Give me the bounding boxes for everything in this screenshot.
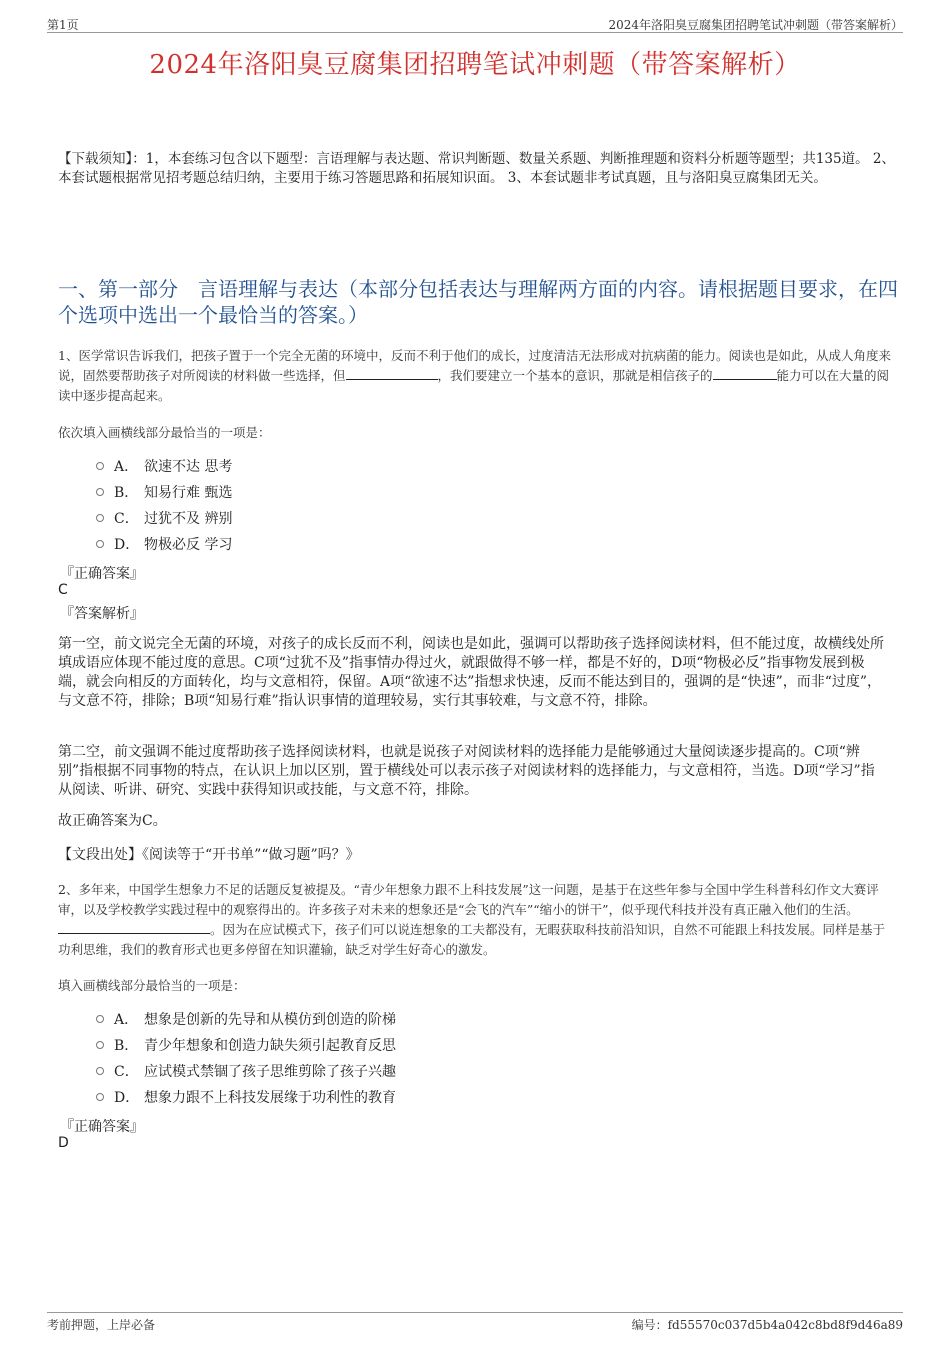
option-a[interactable]: A． 欲速不达 思考 — [96, 453, 232, 479]
answer-blank — [58, 921, 210, 934]
radio-icon[interactable] — [96, 462, 104, 470]
option-b[interactable]: B． 知易行难 甄选 — [96, 479, 232, 505]
page-header — [47, 14, 903, 33]
answer-label: 『正确答案』 — [60, 566, 144, 582]
document-id: 编号：fd55570c037d5b4a042c8bd8f9d46a89 — [631, 1318, 903, 1332]
answer-value: D — [58, 1135, 69, 1151]
question-2-options — [96, 1006, 396, 1110]
option-a[interactable]: A． 想象是创新的先导和从模仿到创造的阶梯 — [96, 1006, 396, 1032]
question-1-text: 1、医学常识告诉我们，把孩子置于一个完全无菌的环境中，反而不利于他们的成长，过度清洁无法形成对抗病菌的能力。阅读也是如此，从成人角度来说，固然要帮助孩子对所阅读的材料做一些选择，但 ，我们要建立一个基本的意识，那就是相信孩子的 能力可以在大量的阅读中逐步提高起来。 — [58, 348, 891, 403]
option-c[interactable]: C． 过犹不及 辨别 — [96, 505, 232, 531]
option-d[interactable]: D． 想象力跟不上科技发展缘于功利性的教育 — [96, 1084, 396, 1110]
question-1-prompt: 依次填入画横线部分最恰当的一项是： — [58, 425, 271, 440]
analysis-paragraph-1: 第一空，前文说完全无菌的环境，对孩子的成长反而不利，阅读也是如此，强调可以帮助孩子选择阅读材料，但不能过度，故横线处所填成语应体现不能过度的意思。C项“过犹不及”指事情办得过火，就跟做得不够一样，都是不好的，D项“物极必反”指事物发展到极端，就会向相反的方面转化，均与文意相符，保留。A项“欲速不达”指想求快速，反而不能达到目的，强调的是“快速”，而非“过度”，与文意不符，排除；B项“知易行难”指认识事情的道理较易，实行其事较难，与文意不符，排除。 — [58, 636, 884, 709]
analysis-label: 『答案解析』 — [60, 606, 144, 622]
answer-blank — [346, 367, 438, 380]
question-2-text: 2、多年来，中国学生想象力不足的话题反复被提及。“青少年想象力跟不上科技发展”这一问题，是基于在这些年参与全国中学生科普科幻作文大赛评审，以及学校教学实践过程中的观察得出的。许多孩子对未来的想象还是“会飞的汽车”“缩小的饼干”，似乎现代科技并没有真正融入他们的生活。。因为在应试模式下，孩子们可以说连想象的工夫都没有，无暇获取科技前沿知识，自然不可能跟上科技发展。同样是基于功利思维，我们的教育形式也更多停留在知识灌输，缺乏对学生好奇心的激发。 — [58, 882, 886, 957]
radio-icon[interactable] — [96, 488, 104, 496]
page-footer — [47, 1312, 903, 1333]
section-title: 一、第一部分 言语理解与表达（本部分包括表达与理解两方面的内容。请根据题目要求，在四个选项中选出一个最恰当的答案。） — [58, 277, 898, 327]
radio-icon[interactable] — [96, 540, 104, 548]
document-title: 2024年洛阳臭豆腐集团招聘笔试冲刺题（带答案解析） — [149, 50, 801, 80]
header-doc-title: 2024年洛阳臭豆腐集团招聘笔试冲刺题（带答案解析） — [608, 18, 903, 32]
answer-label: 『正确答案』 — [60, 1119, 144, 1135]
option-d[interactable]: D． 物极必反 学习 — [96, 531, 232, 557]
radio-icon[interactable] — [96, 1093, 104, 1101]
question-1-options — [96, 453, 232, 557]
option-c[interactable]: C． 应试模式禁锢了孩子思维剪除了孩子兴趣 — [96, 1058, 396, 1084]
question-2-prompt: 填入画横线部分最恰当的一项是： — [58, 978, 246, 993]
download-notice: 【下载须知】：1，本套练习包含以下题型：言语理解与表达题、常识判断题、数量关系题、判断推理题和资料分析题等题型；共135道。 2、本套试题根据常见招考题总结归纳，主要用于练习答题思路和拓展知识面。 3、本套试题非考试真题，且与洛阳臭豆腐集团无关。 — [58, 151, 895, 186]
radio-icon[interactable] — [96, 514, 104, 522]
answer-value: C — [58, 582, 68, 598]
option-b[interactable]: B． 青少年想象和创造力缺失须引起教育反思 — [96, 1032, 396, 1058]
answer-blank — [713, 367, 777, 380]
analysis-paragraph-2: 第二空，前文强调不能过度帮助孩子选择阅读材料，也就是说孩子对阅读材料的选择能力是能够通过大量阅读逐步提高的。C项“辨别”指根据不同事物的特点，在认识上加以区别，置于横线处可以表示孩子对阅读材料的选择能力，与文意相符，当选。D项“学习”指从阅读、听讲、研究、实践中获得知识或技能，与文意不符，排除。 — [58, 744, 875, 798]
analysis-conclusion: 故正确答案为C。 — [58, 813, 167, 829]
footer-slogan: 考前押题，上岸必备 — [47, 1318, 156, 1332]
radio-icon[interactable] — [96, 1041, 104, 1049]
source-citation: 【文段出处】《阅读等于“开书单”“做习题”吗？》 — [58, 847, 360, 863]
radio-icon[interactable] — [96, 1067, 104, 1075]
radio-icon[interactable] — [96, 1015, 104, 1023]
page-number: 第1页 — [47, 18, 79, 32]
